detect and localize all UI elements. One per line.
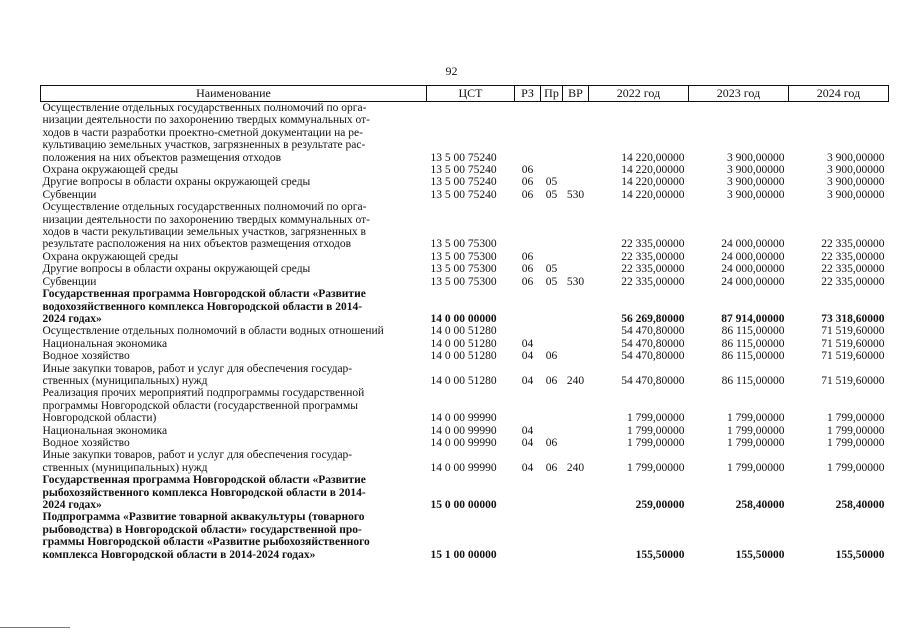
table-row [41,437,889,449]
table-header-row [41,86,889,102]
cell-rz: 04 [521,374,534,387]
cell-2024: 73 318,60000 [821,312,885,325]
cell-vr [563,263,589,275]
cell-pr [541,325,563,337]
cell-2023: 3 900,00000 [727,151,785,164]
table-row [41,263,889,275]
cell-name: Другие вопросы в области охраны окружающей среды [42,176,311,189]
table-row [41,425,889,437]
cell-2024: 71 519,60000 [821,325,885,338]
cell-2023: 3 900,00000 [727,164,785,177]
cell-vr [563,176,589,188]
cell-2023: 24 000,00000 [721,263,785,276]
cell-rz: 04 [521,436,534,449]
table-row [41,201,889,251]
cell-2022: 56 269,80000 [621,312,685,325]
cell-pr [541,511,563,561]
cell-2022: 155,50000 [635,548,685,561]
cell-2022: 22 335,00000 [621,263,685,276]
cell-2022: 22 335,00000 [621,250,685,263]
cell-name: Субвенции [42,275,97,288]
cell-rz: 04 [521,461,534,474]
cell-rz: 06 [521,164,534,177]
cell-rz [515,288,541,325]
cell-2023: 3 900,00000 [727,176,785,189]
cell-cst: 14 0 00 99990 [430,412,497,425]
cell-pr [541,474,563,511]
cell-name: Национальная экономика [42,337,168,350]
cell-2024: 71 519,60000 [821,374,885,387]
cell-2023: 86 115,00000 [721,350,785,363]
cell-2022: 54 470,80000 [621,374,685,387]
cell-pr [541,201,563,251]
cell-name: Охрана окружающей среды [42,250,179,263]
cell-pr: 05 [545,188,558,201]
cell-vr [563,102,589,165]
cell-2024: 22 335,00000 [821,250,885,263]
cell-vr [563,350,589,362]
cell-2024: 1 799,00000 [827,424,885,437]
cell-2024: 155,50000 [835,548,885,561]
cell-cst: 13 5 00 75240 [430,151,497,164]
cell-name: Реализация прочих мероприятий подпрограммы государственной программы Новгородской области (государственной программы Новгородской области) [42,387,365,425]
cell-2022: 22 335,00000 [621,238,685,251]
cell-rz: 06 [521,263,534,276]
cell-cst: 14 0 00 99990 [430,461,497,474]
cell-pr [541,425,563,437]
cell-2022: 14 220,00000 [621,176,685,189]
cell-vr: 240 [566,461,585,474]
cell-cst: 14 0 00 99990 [430,424,497,437]
table-row [41,102,889,165]
header-cst: ЦСТ [427,86,515,102]
cell-2023: 3 900,00000 [727,188,785,201]
cell-2024: 22 335,00000 [821,275,885,288]
cell-vr [563,511,589,561]
cell-2024: 3 900,00000 [827,151,885,164]
cell-cst: 15 1 00 00000 [430,548,497,561]
header-pr: Пр [541,86,563,102]
table-row [41,350,889,362]
table-row [41,338,889,350]
header-rz: РЗ [515,86,541,102]
cell-rz: 04 [521,350,534,363]
header-2022: 2022 год [589,86,689,102]
cell-pr [541,251,563,263]
table-row [41,387,889,424]
page-number: 92 [445,64,458,78]
cell-name: Другие вопросы в области охраны окружающей среды [42,263,311,276]
cell-2024: 3 900,00000 [827,176,885,189]
cell-pr: 06 [545,374,558,387]
cell-rz: 06 [521,188,534,201]
cell-pr: 06 [545,436,558,449]
cell-cst: 14 0 00 99990 [430,436,497,449]
cell-2022: 22 335,00000 [621,275,685,288]
cell-vr [563,201,589,251]
cell-2023: 24 000,00000 [721,275,785,288]
table-row [41,325,889,337]
cell-cst: 13 5 00 75300 [430,238,497,251]
cell-vr: 530 [566,275,585,288]
cell-vr [563,425,589,437]
cell-rz: 06 [521,275,534,288]
cell-name: Водное хозяйство [42,436,130,449]
cell-rz: 04 [521,337,534,350]
budget-table [40,85,889,561]
cell-2024: 22 335,00000 [821,263,885,276]
cell-cst: 13 5 00 75240 [430,188,497,201]
table-row [41,474,889,511]
cell-cst: 13 5 00 75300 [430,250,497,263]
cell-2023: 86 115,00000 [721,337,785,350]
cell-rz [515,387,541,424]
table-row [41,189,889,201]
cell-pr [541,338,563,350]
cell-vr [563,387,589,424]
cell-pr: 05 [545,275,558,288]
cell-rz [515,474,541,511]
cell-2024: 1 799,00000 [827,436,885,449]
cell-2022: 54 470,80000 [621,350,685,363]
cell-vr [563,251,589,263]
cell-pr [541,102,563,165]
cell-rz [515,325,541,337]
cell-vr: 530 [566,188,585,201]
cell-name: Осуществление отдельных государственных полномочий по орга- низации деятельности по захоронению твердых коммунальных от- ходов в части разработки проектно-сметной документации на ре- культивацию земельных участков, загрязненных в результате рас- положения на них объектов размещения отходов [42,102,370,164]
cell-cst: 13 5 00 75240 [430,176,497,189]
cell-2023: 1 799,00000 [727,412,785,425]
table-row [41,164,889,176]
cell-2022: 14 220,00000 [621,188,685,201]
cell-cst: 14 0 00 51280 [430,350,497,363]
table-row [41,511,889,561]
cell-2022: 54 470,80000 [621,337,685,350]
cell-2022: 14 220,00000 [621,151,685,164]
table-body [41,102,889,562]
footer-divider [0,627,70,628]
table-row [41,176,889,188]
cell-2022: 14 220,00000 [621,164,685,177]
cell-cst: 14 0 00 00000 [430,312,497,325]
cell-cst: 15 0 00 00000 [430,499,497,511]
cell-name: Подпрограмма «Развитие товарной аквакультуры (товарного рыбоводства) в Новгородской области» государственной про- граммы Новгородской области «Развитие рыбохозяйственного комплекса Новгородской области в 2014-2024 годах» [42,511,370,561]
cell-cst: 13 5 00 75300 [430,263,497,276]
cell-name: Национальная экономика [42,424,168,437]
cell-2024: 22 335,00000 [821,238,885,251]
cell-name: Субвенции [42,188,97,201]
cell-vr [563,474,589,511]
cell-2023: 24 000,00000 [721,238,785,251]
cell-2022: 1 799,00000 [627,424,685,437]
cell-cst: 14 0 00 51280 [430,325,497,338]
cell-name: Охрана окружающей среды [42,164,179,177]
cell-rz [515,102,541,165]
cell-2024: 1 799,00000 [827,461,885,474]
header-vr: ВР [563,86,589,102]
cell-2023: 87 914,00000 [721,312,785,325]
cell-2023: 1 799,00000 [727,424,785,437]
cell-vr: 240 [566,374,585,387]
header-name: Наименование [41,86,427,102]
table-row [41,251,889,263]
cell-2023: 155,50000 [735,548,785,561]
cell-pr [541,387,563,424]
cell-name: Иные закупки товаров, работ и услуг для обеспечения государ- ственных (муниципальных) нужд [42,449,353,474]
cell-2024: 258,40000 [835,499,885,511]
cell-pr [541,164,563,176]
cell-pr: 06 [545,461,558,474]
cell-pr: 06 [545,350,558,363]
cell-vr [563,325,589,337]
header-2023: 2023 год [689,86,789,102]
cell-cst: 14 0 00 51280 [430,337,497,350]
cell-2023: 258,40000 [735,499,785,511]
cell-cst: 13 5 00 75300 [430,275,497,288]
cell-2024: 3 900,00000 [827,164,885,177]
cell-2024: 1 799,00000 [827,412,885,425]
cell-2023: 86 115,00000 [721,374,785,387]
cell-cst: 14 0 00 51280 [430,374,497,387]
cell-2024: 71 519,60000 [821,337,885,350]
table-row [41,288,889,325]
cell-vr [563,338,589,350]
cell-name: Государственная программа Новгородской области «Развитие водохозяйственного комплекса Новгородской области в 2014- 2024 годах» [42,288,366,325]
cell-rz: 06 [521,176,534,189]
cell-2023: 1 799,00000 [727,436,785,449]
cell-vr [563,288,589,325]
cell-vr [563,164,589,176]
cell-2022: 259,00000 [635,499,685,511]
table-row [41,276,889,288]
cell-name: Осуществление отдельных государственных полномочий по орга- низации деятельности по захоронению твердых коммунальных от- ходов в части рекультивации земельных участков, загрязненных в результате расположения на них объектов размещения отходов [42,201,370,251]
cell-2024: 3 900,00000 [827,188,885,201]
cell-vr [563,437,589,449]
cell-pr: 05 [545,263,558,276]
cell-name: Государственная программа Новгородской области «Развитие рыбохозяйственного комплекса Новгородской области в 2014- 2024 годах» [42,474,366,511]
cell-pr: 05 [545,176,558,189]
table-row [41,449,889,474]
cell-pr [541,288,563,325]
cell-2023: 24 000,00000 [721,250,785,263]
cell-2022: 1 799,00000 [627,436,685,449]
cell-2023: 1 799,00000 [727,461,785,474]
cell-cst: 13 5 00 75240 [430,164,497,177]
cell-2022: 1 799,00000 [627,461,685,474]
cell-rz: 04 [521,424,534,437]
cell-2022: 54 470,80000 [621,325,685,338]
cell-name: Водное хозяйство [42,350,130,363]
cell-name: Иные закупки товаров, работ и услуг для обеспечения государ- ственных (муниципальных) нужд [42,362,353,387]
cell-rz [515,201,541,251]
cell-name: Осуществление отдельных полномочий в области водных отношений [42,325,384,338]
cell-2023: 86 115,00000 [721,325,785,338]
cell-rz: 06 [521,250,534,263]
table-row [41,363,889,388]
header-2024: 2024 год [789,86,889,102]
cell-2024: 71 519,60000 [821,350,885,363]
cell-rz [515,511,541,561]
cell-2022: 1 799,00000 [627,412,685,425]
